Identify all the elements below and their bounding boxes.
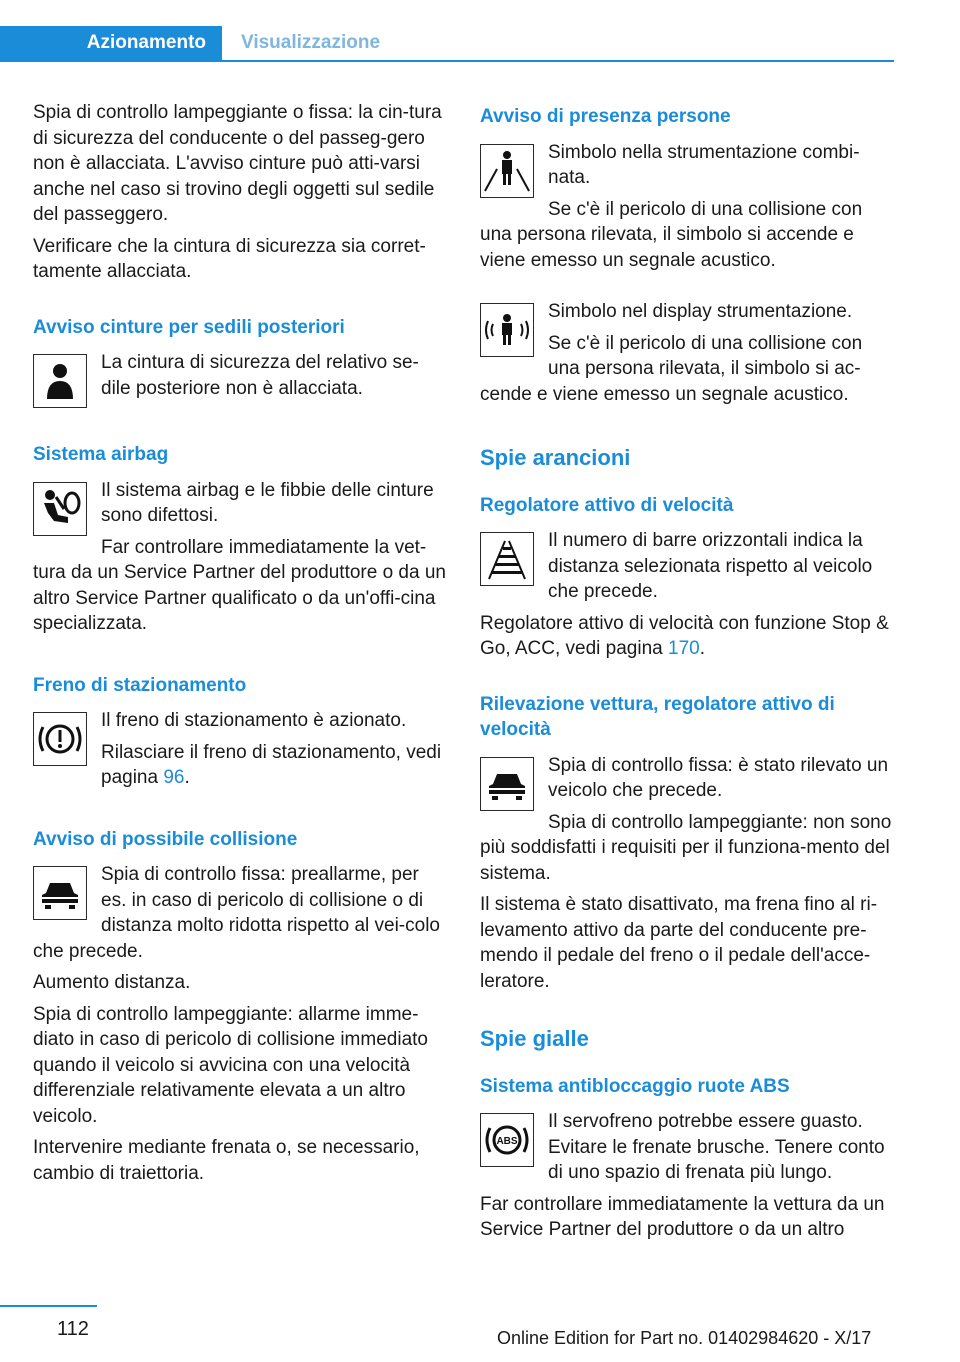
collision-text-4: Intervenire mediante frenata o, se necessario, cambio di traiettoria. — [33, 1137, 420, 1184]
parking-brake-entry — [33, 708, 448, 797]
edition-note: Online Edition for Part no. 01402984620 - X/17 — [497, 1328, 872, 1348]
airbag-text-2: Far controllare immediatamente la vet-tura da un Service Partner del produttore o da un altro Service Partner qualificato o da un'offi-cina specializzata. — [33, 536, 446, 634]
belt-check-text: Verificare che la cintura di sicurezza sia corret-tamente allacciata. — [33, 235, 426, 282]
abs-icon — [480, 1113, 534, 1167]
footer-rule — [0, 1305, 97, 1307]
vehicle-detect-heading: Rilevazione vettura, regolatore attivo di velocità — [480, 693, 835, 740]
pedestrian-icon — [480, 144, 534, 198]
vehicle-detect-text-1: Spia di controllo fissa: è stato rilevato un veicolo che precede. — [548, 754, 889, 801]
persons-text-b2: Se c'è il pericolo di una collisione con una persona rilevata, il simbolo si ac-cende e viene emesso un segnale acustico. — [480, 332, 863, 405]
vehicle-detect-text-2: Spia di controllo lampeggiante: non sono più soddisfatti i requisiti per il funziona-mento del sistema. — [480, 811, 892, 884]
abs-heading: Sistema antibloccaggio ruote ABS — [480, 1075, 790, 1097]
rear-belt-text: La cintura di sicurezza del relativo se-dile posteriore non è allacciata. — [101, 352, 419, 399]
collision-heading: Avviso di possibile collisione — [33, 828, 298, 850]
collision-text-1: Spia di controllo fissa: preallarme, per es. in caso di pericolo di collisione o di distanza molto ridotta rispetto al vei-colo che precede. — [33, 864, 440, 962]
tab-azionamento[interactable]: Azionamento — [0, 26, 222, 62]
abs-icon-label: ABS — [496, 1136, 518, 1147]
tab-visualizzazione[interactable]: Visualizzazione — [241, 32, 381, 53]
belt-warning-text: Spia di controllo lampeggiante o fissa: la cin-tura di sicurezza del conducente o del passeg-gero non è allacciata. L'avviso cinture può atti-varsi anche nel caso si trovino degli oggetti sul sedile del passeggero. — [33, 102, 442, 225]
persons-entry-b — [480, 299, 892, 413]
acc-text-2-end: . — [699, 638, 705, 659]
collision-text-2: Aumento distanza. — [33, 972, 191, 993]
rear-belt-heading: Avviso cinture per sedili posteriori — [33, 316, 345, 338]
page-number: 112 — [57, 1318, 89, 1340]
parking-brake-heading: Freno di stazionamento — [33, 674, 247, 696]
airbag-icon — [33, 482, 87, 536]
abs-text-2: Far controllare immediatamente la vettura da un Service Partner del produttore o da un altro — [480, 1193, 885, 1240]
abs-text-1: Il servofreno potrebbe essere guasto. Evitare le frenate brusche. Tenere conto di uno spazio di frenata più lungo. — [548, 1111, 885, 1183]
rear-belt-entry — [33, 350, 448, 412]
page-link-96[interactable]: 96 — [163, 767, 185, 788]
acc-heading: Regolatore attivo di velocità — [480, 494, 734, 516]
pedestrian-sound-icon — [480, 303, 534, 357]
persons-text-a2: Se c'è il pericolo di una collisione con una persona rilevata, il simbolo si accende e viene emesso un segnale acustico. — [480, 198, 863, 271]
persons-text-a1: Simbolo nella strumentazione combi-nata. — [548, 141, 860, 188]
parking-brake-text-2 — [33, 740, 448, 791]
tab-bar — [0, 26, 894, 62]
parking-brake-text-2-end: . — [184, 767, 190, 788]
acc-entry — [480, 528, 892, 611]
left-column — [33, 100, 448, 1192]
right-column — [480, 100, 892, 1249]
vehicle-detect-text-3: Il sistema è stato disattivato, ma frena fino al ri-levamento attivo da parte del conducente pre-mendo il pedale del freno o il pedale dell'acce-leratore. — [480, 894, 878, 992]
acc-text-1: Il numero di barre orizzontali indica la distanza selezionata rispetto al veicolo che precede. — [548, 530, 873, 602]
rear-seatbelt-icon — [33, 354, 87, 408]
parking-brake-text-2-start: Rilasciare il freno di stazionamento, vedi pagina — [101, 741, 442, 788]
airbag-text-1: Il sistema airbag e le fibbie delle cinture sono difettosi. — [101, 479, 434, 526]
collision-text-3: Spia di controllo lampeggiante: allarme imme-diato in caso di pericolo di collisione immediato quando il veicolo si avvicina con una velocità differenziale relativamente elevata a un altro veicolo. — [33, 1003, 428, 1127]
vehicle-detect-entry — [480, 753, 892, 893]
car-detected-icon — [480, 757, 534, 811]
page-link-170[interactable]: 170 — [668, 638, 700, 659]
collision-entry — [33, 862, 448, 970]
parking-brake-icon — [33, 712, 87, 766]
tab-underline — [0, 60, 894, 62]
acc-text-2 — [480, 611, 892, 662]
persons-entry-a — [480, 140, 892, 280]
yellow-lights-heading: Spie gialle — [480, 1026, 589, 1051]
airbag-heading: Sistema airbag — [33, 444, 169, 465]
orange-lights-heading: Spie arancioni — [480, 445, 631, 470]
car-warning-icon — [33, 866, 87, 920]
airbag-entry — [33, 478, 448, 643]
persons-heading: Avviso di presenza persone — [480, 106, 731, 127]
acc-text-2-start: Regolatore attivo di velocità con funzione Stop & Go, ACC, vedi pagina — [480, 612, 889, 659]
abs-entry — [480, 1109, 892, 1192]
distance-bars-icon — [480, 532, 534, 586]
persons-text-b1: Simbolo nel display strumentazione. — [548, 301, 853, 322]
parking-brake-text-1: Il freno di stazionamento è azionato. — [101, 710, 407, 731]
